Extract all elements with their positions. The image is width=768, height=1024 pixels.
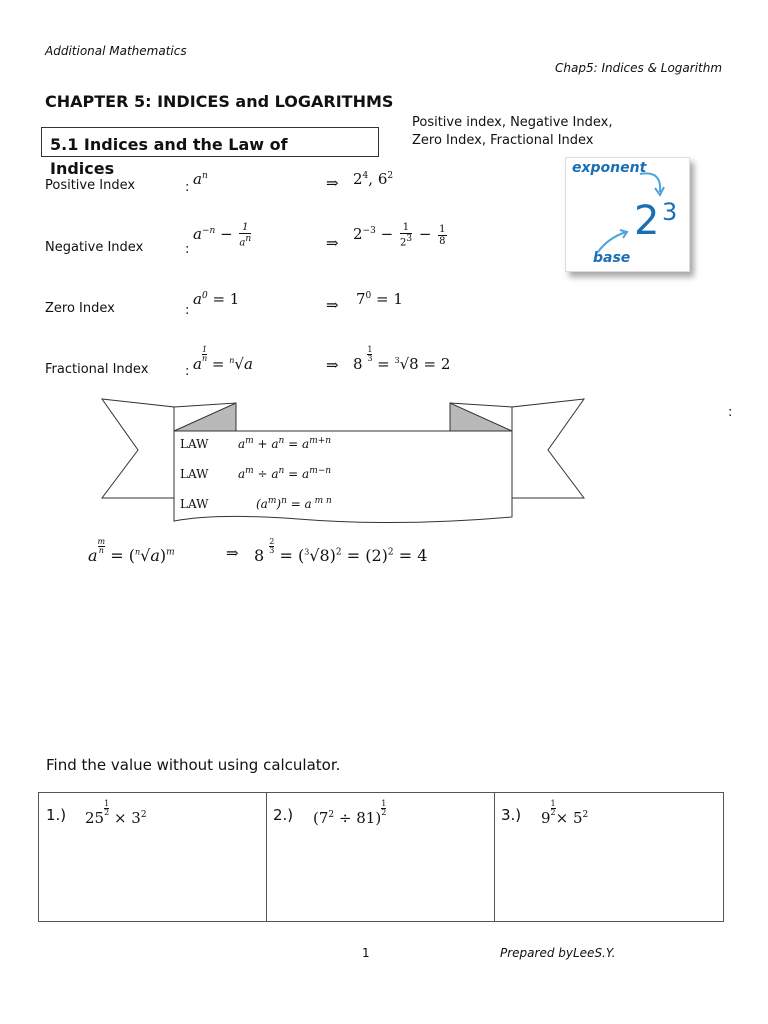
table-divider	[266, 792, 267, 921]
question-2-answer-area[interactable]	[275, 830, 485, 915]
fractional-index-arrow: ⇒	[326, 356, 339, 374]
power-digit: 3	[662, 198, 678, 226]
table-divider	[494, 792, 495, 921]
chapter-title: CHAPTER 5: INDICES and LOGARITHMS	[45, 92, 394, 111]
negative-index-arrow: ⇒	[326, 234, 339, 252]
law-power-formula: $(a^m)^n = a$ $^{m n}$	[256, 496, 332, 511]
index-types-note	[412, 114, 612, 150]
positive-index-example: $2^4$, $6^2$	[353, 170, 394, 188]
zero-index-formula: $a^0 = 1$	[193, 290, 240, 308]
fractional-index-example: 8 $\frac{1}{3}$ = $^3$√8 = 2	[353, 345, 451, 373]
negative-index-formula: $a^{-n}$ − $\frac{1}{a^n}$	[193, 222, 252, 249]
exponent-label: exponent	[572, 160, 647, 176]
chapter-reference: Chap5: Indices & Logarithm	[555, 61, 723, 75]
stray-colon: :	[728, 405, 733, 420]
law-word: LAW	[180, 467, 209, 481]
question-2-number: 2.)	[273, 806, 294, 824]
fractional-power-rule: a $\frac{m}{n}$ = $(^n√a)^m$	[88, 537, 175, 565]
question-1-expression: 25 $\frac{1}{2}$ × $3^2$	[85, 799, 147, 827]
index-types-note-line2: Zero Index, Fractional Index	[412, 133, 594, 148]
zero-index-colon: :	[185, 303, 190, 318]
fractional-power-example: 8 $\frac{2}{3}$ = $(^3√8)^2 = (2)^2 = 4$	[254, 537, 428, 565]
base-label: base	[593, 250, 631, 266]
zero-index-example: $7^0 = 1$	[356, 290, 403, 308]
positive-index-formula: $a^n$	[193, 170, 208, 188]
law-row-division	[180, 466, 331, 481]
zero-index-arrow: ⇒	[326, 296, 339, 314]
negative-index-example: $2^{-3}$ − $\frac{1}{2^3}$ − $\frac{1}{8}$	[353, 222, 446, 249]
page-number: 1	[362, 946, 370, 960]
law-row-power	[180, 496, 332, 511]
question-3-answer-area[interactable]	[503, 830, 713, 915]
laws-banner-ribbon	[98, 395, 588, 530]
prepared-by-credit: Prepared byLeeS.Y.	[500, 946, 616, 960]
index-types-note-line1: Positive index, Negative Index,	[412, 115, 613, 130]
fractional-index-colon: :	[185, 364, 190, 379]
question-2-expression: $(7^2 \div 81)$ $\frac{1}{2}$	[313, 799, 387, 827]
negative-index-label: Negative Index	[45, 240, 144, 255]
positive-index-arrow: ⇒	[326, 174, 339, 192]
exercise-prompt: Find the value without using calculator.	[46, 756, 341, 774]
subject-header: Additional Mathematics	[45, 44, 187, 58]
law-division-formula: $a^m \div a^n = a^{m-n}$	[238, 466, 332, 481]
negative-index-colon: :	[185, 242, 190, 257]
positive-index-colon: :	[185, 180, 190, 195]
fractional-index-formula: a $\frac{1}{n}$ = $^n$√a	[193, 345, 253, 373]
positive-index-label: Positive Index	[45, 178, 136, 193]
question-1-number: 1.)	[46, 806, 67, 824]
law-word: LAW	[180, 437, 209, 451]
question-3-number: 3.)	[501, 806, 522, 824]
question-3-expression: 9 $\frac{1}{2}$ × $5^2$	[541, 799, 589, 827]
fractional-index-label: Fractional Index	[45, 362, 149, 377]
zero-index-label: Zero Index	[45, 301, 115, 316]
base-digit: 2	[634, 198, 660, 244]
law-multiplication-formula: $a^m + a^n = a^{m+n}$	[238, 436, 332, 451]
law-word: LAW	[180, 497, 209, 511]
question-1-answer-area[interactable]	[48, 830, 258, 915]
section-title: 5.1 Indices and the Law of Indices	[50, 135, 288, 178]
exponent-illustration	[565, 157, 690, 272]
fractional-power-arrow: ⇒	[226, 544, 239, 562]
law-row-multiplication	[180, 436, 331, 451]
